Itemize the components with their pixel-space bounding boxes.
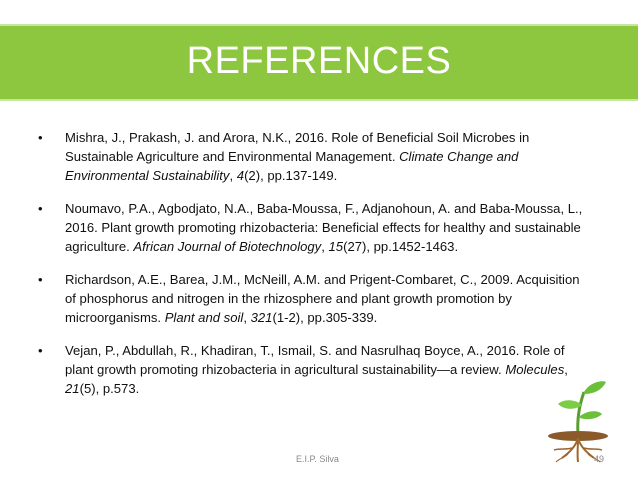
page-number: 49 bbox=[594, 454, 605, 464]
slide-title: REFERENCES bbox=[186, 40, 452, 82]
reference-text: Noumavo, P.A., Agbodjato, N.A., Baba-Moussa, F., Adjanohoun, A. and Baba-Moussa, L., 2016. Plant growth promoting rhizobacteria: Beneficial effects for healthy and sustainable agriculture. bbox=[65, 201, 583, 254]
reference-pages: (27), pp.1452-1463. bbox=[343, 239, 459, 254]
reference-volume: 15 bbox=[328, 239, 344, 254]
reference-pages: (2), pp.137-149. bbox=[244, 168, 338, 183]
separator: , bbox=[229, 168, 237, 183]
reference-text: Mishra, J., Prakash, J. and Arora, N.K., 2016. Role of Beneficial Soil Microbes in Sustainable Agriculture and Environmental Management. bbox=[65, 130, 530, 164]
plant-seedling-icon bbox=[532, 372, 624, 464]
reference-list bbox=[38, 128, 583, 412]
reference-text: Richardson, A.E., Barea, J.M., McNeill, A.M. and Prigent-Combaret, C., 2009. Acquisition of phosphorus and nitrogen in the rhizosphere and plant growth promotion by microorganisms. bbox=[65, 272, 580, 325]
separator: , bbox=[564, 362, 568, 377]
reference-item bbox=[38, 270, 583, 327]
bullet: • bbox=[38, 272, 43, 287]
reference-item bbox=[38, 341, 583, 398]
separator: , bbox=[243, 310, 251, 325]
bullet: • bbox=[38, 201, 43, 216]
reference-volume: 4 bbox=[236, 168, 245, 183]
reference-text: Vejan, P., Abdullah, R., Khadiran, T., Ismail, S. and Nasrulhaq Boyce, A., 2016. Role of plant growth promoting rhizobacteria in agricultural sustainability—a review. bbox=[65, 343, 565, 377]
bullet: • bbox=[38, 343, 43, 358]
reference-journal: African Journal of Biotechnology bbox=[133, 239, 322, 254]
title-bar bbox=[0, 24, 638, 101]
reference-pages: (5), p.573. bbox=[79, 381, 140, 396]
reference-journal: Plant and soil bbox=[164, 310, 244, 325]
reference-volume: 21 bbox=[65, 381, 80, 396]
reference-journal: Climate Change and Environmental Sustainability bbox=[65, 149, 519, 183]
reference-item bbox=[38, 199, 583, 256]
reference-pages: (1-2), pp.305-339. bbox=[272, 310, 378, 325]
footer-author: E.I.P. Silva bbox=[296, 454, 339, 464]
reference-volume: 321 bbox=[250, 310, 273, 325]
reference-journal: Molecules bbox=[505, 362, 565, 377]
separator: , bbox=[321, 239, 329, 254]
reference-item bbox=[38, 128, 583, 185]
bullet: • bbox=[38, 130, 43, 145]
